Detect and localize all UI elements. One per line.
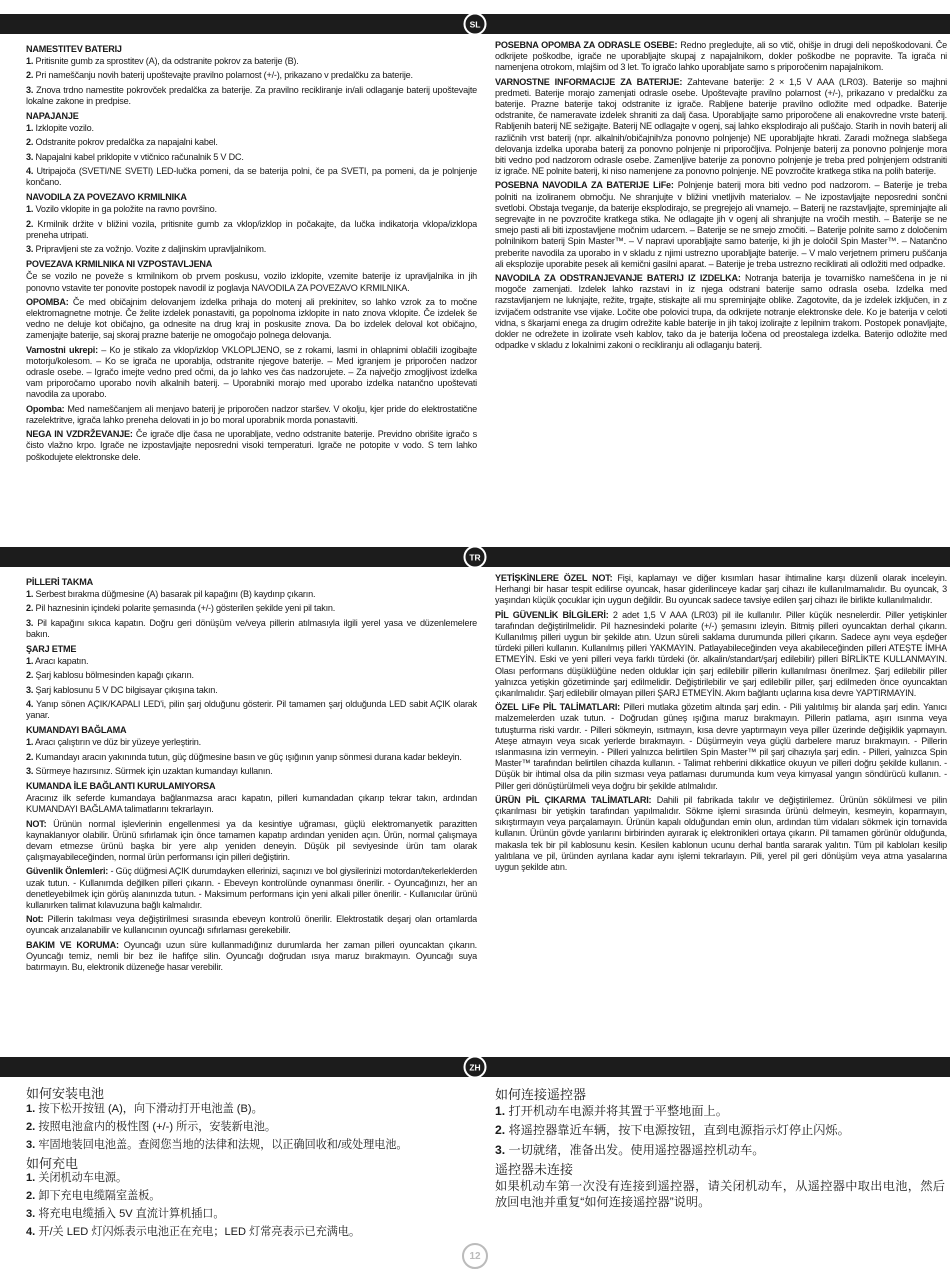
paragraph-lead: 3.: [26, 1138, 36, 1151]
paragraph-text: Pripravljeni ste za vožnjo. Vozite z daljinskim upravljalnikom.: [33, 244, 267, 255]
paragraph-text: Sürmeye hazırsınız. Sürmek için uzaktan kumandayı kullanın.: [33, 765, 273, 776]
paragraph-text: Odstranite pokrov predalčka za napajalni kabel.: [33, 137, 218, 148]
paragraph-text: Şarj kablosunu 5 V DC bilgisayar çıkışına takın.: [33, 684, 218, 695]
paragraph-lead: YETİŞKİNLERE ÖZEL NOT:: [495, 573, 613, 583]
paragraph: [26, 914, 477, 936]
paragraph: [26, 670, 477, 681]
tr-right-column: [495, 573, 947, 1053]
paragraph-lead: 1.: [26, 656, 34, 667]
paragraph-lead: POSEBNA NAVODILA ZA BATERIJE LiFe:: [495, 180, 674, 191]
section-heading: POVEZAVA KRMILNIKA NI VZPOSTAVLJENA: [26, 259, 213, 270]
paragraph-text: Redno pregledujte, ali so vtič, ohišje in drugi deli nepoškodovani. Če odkrijete poškodbe, igrače ne uporabljajte skupaj z napajalnikom, dokler poškodbe ne popravite. Ta igrača ni namenjena otrokom, mlajšim od 3 let. To igračo lahko uporabljate samo s priporočenim napajalnikom.: [495, 40, 947, 73]
paragraph-text: Krmilnik držite v bližini vozila, pritisnite gumb za vklop/izklop in počakajte, da lučka indikatorja vklopa/izklopa preneha utripati.: [26, 218, 477, 240]
paragraph-text: 开/关 LED 灯闪烁表示电池正在充电；LED 灯常亮表示已充满电。: [35, 1226, 361, 1238]
paragraph: [495, 702, 947, 792]
paragraph: [495, 1122, 945, 1138]
language-badge-sl: SL: [464, 13, 487, 36]
paragraph-text: Znova trdno namestite pokrovček predalčka za baterije. Za pravilno recikliranje in/ali odlaganje baterij upoštevajte lokalne zakone in predpise.: [26, 84, 477, 106]
paragraph-text: 一切就绪，准备出发。使用遥控器遥控机动车。: [505, 1142, 765, 1157]
paragraph: [26, 244, 477, 255]
section-heading: NAVODILA ZA POVEZAVO KRMILNIKA: [26, 192, 187, 203]
paragraph-text: 将遥控器靠近车辆，按下电源按钮，直到电源指示灯停止闪烁。: [505, 1123, 850, 1138]
paragraph-lead: POSEBNA OPOMBA ZA ODRASLE OSEBE:: [495, 40, 678, 50]
language-badge-tr: TR: [464, 546, 487, 569]
section-heading: 如何充电: [26, 1155, 79, 1171]
paragraph: [26, 85, 477, 107]
paragraph-text: – Ko je stikalo za vklop/izklop VKLOPLJENO, se z rokami, lasmi in ohlapnimi oblačili izogibajte motorju/kolesom. – Ko se igrača ne uporablja, odstranite njegove baterije. – Med igranjem je priporočen nadzor odrasle osebe. – Igračo imejte vedno pred očmi, da jo lahko ves čas nadzorujete. – Za največjo zmogljivost izdelka vam priporočamo uporabo novih alkalnih baterij. – Uporabniki morajo med uporabo izdelka natančno upoštevati navodila za uporabo.: [26, 344, 477, 400]
section-heading: NAPAJANJE: [26, 111, 79, 122]
paragraph: [26, 271, 477, 293]
paragraph: [26, 1189, 476, 1204]
paragraph-text: Če igrače dlje časa ne uporabljate, vedno odstranite baterije. Previdno obrišite igračo s čisto vlažno krpo. Igrače ne izpostavljajte neposredni visoki temperaturi. Igrače ne potopite v vodo. S tem lahko poškodujete elektronske dele.: [26, 429, 477, 462]
paragraph-text: 关闭机动车电源。: [35, 1172, 128, 1185]
paragraph-text: Če med običajnim delovanjem izdelka prihaja do motenj ali prekinitev, so lahko vzrok za to močne elektromagnetne motnje. Če želite izdelek ponastaviti, ga popolnoma izklopite in nato znova vklopite. Če izdelek še vedno ne deluje kot običajno, ga odnesite na drug kraj in poskusite znova. Da bo izdelek deloval kot običajno, zamenjajte baterije, saj skoraj prazne baterije ne omogočajo polnega delovanja.: [26, 296, 477, 341]
paragraph-text: Aracınız ilk seferde kumandaya bağlanmazsa aracı kapatın, pilleri kumandadan çıkarıp tekrar takın, ardından KUMANDAYI BAĞLAMA talimatlarını tekrarlayın.: [26, 793, 477, 815]
paragraph-text: - Güç düğmesi AÇIK durumdayken ellerinizi, saçınızı ve bol giysilerinizi motordan/tekerleklerden uzak tutun. - Kullanımda değilken pilleri çıkarın. - Ebeveyn kontrolünde oynanması önerilir. - Oyuncağınızı, her an denetleyebilmek için görüş alanınızda tutun. - Maksimum performans için yeni alkali piller önerilir. - Kullanıcılar ürünü kullanırken talimat kılavuzuna bağlı kalmalıdır.: [26, 866, 477, 911]
paragraph: [495, 180, 947, 270]
paragraph-text: 打开机动车电源并将其置于平整地面上。: [505, 1104, 728, 1119]
paragraph-text: Napajalni kabel priklopite v vtičnico računalnik 5 V DC.: [33, 151, 244, 162]
paragraph: [26, 656, 477, 667]
paragraph: [26, 1138, 476, 1153]
paragraph-text: 按照电池盒内的极性图 (+/-) 所示，安装新电池。: [35, 1120, 276, 1133]
paragraph-lead: 2.: [26, 751, 34, 762]
paragraph-lead: 4.: [26, 165, 34, 176]
paragraph-text: 2 adet 1,5 V AAA (LR03) pil ile kullanılır. Piller küçük nesnelerdir. Piller yetişkinler tarafından değiştirilmelidir. Pil haznesindeki polarite (+/-) şemasını izleyin. Bitmiş pilleri oyuncaktan derhal çıkarın. Kullanılmış pilleri uygun bir şekilde atın. Uzun süreli saklama durumunda pilleri çıkarın. Sadece aynı veya eşdeğer türdeki pilleri kullanın. Kullanılmış pilleri YAKMAYIN. Patlayabileceğinden veya akabileceğinden pilleri ATEŞTE İMHA ETMEYİN. Eski ve yeni pilleri veya farklı türdeki (ör. alkalin/standart/şarj edilebilir) pilleri BİRLİKTE KULLANMAYIN. Olası performans düşüklüğüne neden olduklar için şarj edilebilir pillerin kullanılması önerilmez. Şarj edilebilir piller yalnızca yetişkin gözetiminde şarj edilmelidir. Değiştirilebilir ve şarj edilebilir piller, şarj edilmeden önce oyuncaktan çıkarılmalıdır. Şarj edilebilir olmayan pilleri ŞARJ ETMEYİN. Akım bağlantı uçlarına kısa devre YAPTIRMAYIN.: [495, 609, 947, 699]
paragraph-lead: 3.: [26, 151, 34, 162]
section-heading: NAMESTITEV BATERIJ: [26, 44, 122, 54]
paragraph-text: Pil haznesinin içindeki polarite şemasında (+/-) gösterilen şekilde yeni pil takın.: [33, 603, 336, 614]
paragraph: [26, 56, 477, 67]
paragraph-text: Pillerin takılması veya değiştirilmesi sırasında ebeveyn kontrolü önerilir. Elektrostatik deşarj olan ortamlarda oyuncak arızalanabilir ve kullanıcının oyuncağı sıfırlaması gerekebilir.: [26, 914, 477, 936]
paragraph-lead: 1.: [26, 204, 34, 215]
paragraph: [26, 219, 477, 241]
paragraph-lead: PİL GÜVENLİK BİLGİLERİ:: [495, 609, 609, 620]
section-heading: 如何安装电池: [26, 1086, 105, 1101]
paragraph-text: Utripajoča (SVETI/NE SVETI) LED-lučka pomeni, da se baterija polni, če pa SVETI, pa pomeni, da je polnjenje končano.: [26, 165, 477, 188]
paragraph-lead: 3.: [26, 1208, 36, 1221]
paragraph-text: Izklopite vozilo.: [33, 123, 94, 134]
paragraph-lead: 1.: [26, 123, 34, 134]
paragraph-lead: 1.: [495, 1104, 506, 1119]
paragraph: [26, 793, 477, 815]
paragraph-text: Če se vozilo ne poveže s krmilnikom ob prvem poskusu, vozilo izklopite, vzemite baterije iz upravljalnika in jih ponovno vstavite ter ponovite postopek navodil iz poglavja NAVODILA ZA POVEZAVO KRMILNIKA.: [26, 271, 477, 293]
paragraph: [26, 1225, 476, 1240]
paragraph: [26, 1171, 476, 1186]
paragraph: [26, 1207, 476, 1222]
paragraph-lead: NEGA IN VZDRŽEVANJE:: [26, 429, 133, 440]
paragraph-text: Notranja baterija je tovarniško nameščena in je ni mogoče zamenjati. Izdelek lahko razstavi in iz njega odstrani baterije samo odrasla oseba. Izdelka med razstavljanjem ne luknjajte, režite, trgajte, stiskajte ali mu spreminjajte oblike. Zagotovite, da je izdelek izključen, in z izvijačem odstranite vse vijake. Ločite obe polovici trupa, da odkrijete notranje elektronske dele. Ko je baterija v celoti vidna, s škarjami enega za drugim odrežite kable baterije in jih takoj izolirajte z lepilnim trakom. Postopek ponavljajte, dokler ne odrežete in izolirate vseh kablov, tako da je baterija ločena od preostalega izdelka. Baterijo odložite med odpadke v skladu z lokalnimi zakoni o recikliranju ali odlaganju baterij.: [495, 273, 947, 351]
paragraph-text: 卸下充电电缆隔室盖板。: [35, 1190, 161, 1203]
paragraph-lead: 3.: [26, 84, 34, 95]
paragraph-text: 按下松开按钮 (A)，向下滑动打开电池盖 (B)。: [35, 1102, 263, 1115]
paragraph: [26, 70, 477, 81]
section-heading: KUMANDA İLE BAĞLANTI KURULAMIYORSA: [26, 781, 216, 792]
paragraph: [26, 737, 477, 748]
paragraph-lead: 2.: [26, 1190, 36, 1203]
paragraph-lead: Varnostni ukrepi:: [26, 344, 98, 355]
paragraph: [495, 40, 947, 74]
paragraph-text: Dahili pil fabrikada takılır ve değiştirilemez. Ürünün sökülmesi ve pilin çıkarılması bir yetişkin tarafından yapılmalıdır. Sökme işlemi sırasında ürünü delmeyin, kesmeyin, koparmayın, sıkıştırmayın veya parçalamayın. Ürünün kapalı olduğundan emin olun, ardından tüm vidaları sökmek için tornavida kullanın. Ürünün gövde yarılarını birbirinden ayırarak iç elektronikleri ortaya çıkarın. Pil tamamen görünür olduğunda, makasla tek bir pil kablosunu kesin. Kesilen kablonun ucunu derhal bantla sararak yalıtın. Tüm pil kabloları kesilip yalıtılana ve pil, üründen ayrılana kadar aynı işlemi tekrarlayın. Pili, yerel pil geri dönüşüm veya atma yasalarına uygun şekilde atın.: [495, 794, 947, 873]
paragraph-lead: VARNOSTNE INFORMACIJE ZA BATERIJE:: [495, 76, 683, 87]
tr-left-column: [26, 573, 477, 1053]
paragraph-lead: 3.: [26, 684, 34, 695]
paragraph-lead: 1.: [26, 589, 34, 600]
paragraph-text: Med nameščanjem ali menjavo baterij je priporočen nadzor staršev. V okolju, kjer pride do elektrostatične razelektritve, igrača lahko preneha delovati in jo bo moral uporabnik morda ponastaviti.: [26, 403, 477, 425]
paragraph-lead: Not:: [26, 914, 44, 925]
paragraph: [495, 77, 947, 178]
paragraph-text: Yanıp sönen AÇIK/KAPALI LED'i, pilin şarj olduğunu gösterir. Pil tamamen şarj olduğunda LED sabit AÇIK olarak yanar.: [26, 698, 477, 721]
zh-left-column: [26, 1083, 476, 1243]
paragraph-lead: 2.: [26, 603, 34, 614]
paragraph-text: Ürünün normal işlevlerinin engellenmesi ya da kesintiye uğraması, güçlü elektromanyetik parazitten kaynaklanıyor olabilir. Ürünü sıfırlamak için önce tamamen kapatıp ardından yeniden açın. Ürün, normal çalışmaya devam etmezse ürünü başka bir yere alıp yeniden deneyin. Düşük pil seviyesinde ürün tam olarak çalışmayabileceğinden, normal ürün performansı için pilleri değiştirin.: [26, 818, 477, 863]
paragraph: [26, 297, 477, 342]
paragraph-lead: 2.: [26, 70, 34, 81]
sl-left-column: [26, 40, 477, 544]
paragraph-lead: 1.: [26, 1102, 36, 1115]
paragraph-lead: 1.: [26, 56, 34, 67]
section-heading: PİLLERİ TAKMA: [26, 577, 93, 587]
paragraph: [495, 795, 947, 873]
paragraph-lead: 2.: [495, 1123, 506, 1138]
paragraph-lead: 3.: [26, 617, 34, 628]
paragraph-lead: 3.: [26, 244, 34, 255]
paragraph: [26, 404, 477, 426]
paragraph-text: Zahtevane baterije: 2 × 1,5 V AAA (LR03). Baterije so majhni predmeti. Baterije morajo zamenjati odrasle osebe. Upoštevajte pravilno polarnost (+/-), prikazano v predalčku za baterije. Prazne baterije takoj odstranite iz igrače. Rabljene baterije pravilno odložite med odpadke. Baterije odstranite, če nameravate izdelek shraniti za dalj časa. Uporabljajte samo priporočene ali enakovredne vrste baterij. Rabljenih baterij NE sežigajte. Baterij NE odlagajte v ogenj, saj lahko eksplodirajo ali puščajo. Starih in novih baterij ali različnih vrst baterij (npr. alkalnih/običajnih/za ponovno polnjenje) NE uporabljajte hkrati. Zaradi možnega slabšega delovanja izdelka uporaba baterij za ponovno polnjenje ni priporočljiva. Polnjenje baterij za ponovno polnjenje mora biti vedno pod nadzorom odrasle osebe. Zamenljive baterije za ponovno polnjenje je treba pred polnjenjem odstraniti iz igrače. NE polnite baterij, ki niso namenjene za ponovno polnjenje. NE povzročite kratkega stika na polih baterije.: [495, 76, 947, 177]
paragraph: [26, 618, 477, 640]
paragraph-lead: Opomba:: [26, 403, 65, 414]
paragraph-text: 将充电电缆插入 5V 直流计算机插口。: [35, 1208, 225, 1221]
paragraph-lead: 4.: [26, 698, 34, 709]
paragraph-lead: 2.: [26, 137, 34, 148]
paragraph: [26, 429, 477, 463]
paragraph: [26, 589, 477, 600]
paragraph: [26, 603, 477, 614]
paragraph-lead: 1.: [26, 737, 34, 748]
section-heading: 如何连接遥控器: [495, 1087, 587, 1102]
paragraph-text: 如果机动车第一次没有连接到遥控器，请关闭机动车，从遥控器中取出电池，然后放回电池并重复“如何连接遥控器”说明。: [495, 1179, 945, 1210]
paragraph-lead: 3.: [26, 765, 34, 776]
paragraph-lead: 2.: [26, 670, 34, 681]
section-heading: 遥控器未连接: [495, 1161, 574, 1177]
paragraph: [26, 685, 477, 696]
paragraph-text: Pilleri mutlaka gözetim altında şarj edin. - Pili yalıtılmış bir alanda şarj edin. Yanıcı malzemelerden uzak tutun. - Doğrudan güneş ışığına maruz bırakmayın. Pillerin patlama, aşırı ısınma veya tutuşturma riski vardır. - Pilleri sökmeyin, ısıtmayın, kısa devre yaptırmayın veya piller üzerinde değişiklik yapmayın. Ateşe atmayın veya sıcak yerlerde bırakmayın. - Düşürmeyin veya güçlü darbelere maruz bırakmayın. - Pillerin ıslanmasına izin vermeyin. - Pilleri yalnızca belirtilen Spin Master™ pil şarj cihazıyla şarj edin. - Pilleri, yalnızca Spin Master™ tarafından belirtilen cihazda kullanın. - Talimat rehberini dikkatlice okuyun ve pilleri doğru şekilde kullanın. - Düşük bir ihtimal olsa da pilin sızması veya patlaması durumunda kum veya kimyasal yangın söndürücü kullanın. - Piller geri dönüştürülmeli veya doğru bir şekilde atılmalıdır.: [495, 702, 947, 791]
paragraph-text: Kumandayı aracın yakınında tutun, güç düğmesine basın ve güç ışığının yanıp sönmesi durana kadar bekleyin.: [33, 751, 462, 762]
paragraph-text: Vozilo vklopite in ga položite na ravno površino.: [33, 204, 217, 215]
paragraph-text: Polnjenje baterij mora biti vedno pod nadzorom. – Baterije je treba polniti na izoliranem območju. Ne shranjujte v bližini vnetljivih materialov. – Ne izpostavljajte neposredni sončni svetlobi. Obstaja tveganje, da baterije eksplodirajo, se pregrejejo ali vnamejo. – Baterij ne razstavljajte, spreminjajte ali segrevajte in ne povzročite kratkega stika. Ne odlagajte jih v ogenj ali shranjujte na vročih mestih. – Baterije se ne smejo pasti ali biti izpostavljene močnim udarcem. – Baterije se ne smejo zmočiti. – Baterije polnite samo z določenim polnilnikom baterij Spin Master™. – V napravi uporabljajte samo baterije, ki jih je določil Spin Master™. – Natančno preberite navodila za uporabo in v skladu z njimi ustrezno uporabljajte baterije. – V malo verjetnem primeru puščanja ali eksplozije uporabite pesek ali kemični gasilni aparat. – Baterije je treba ustrezno reciklirati ali odložiti med odpadke.: [495, 180, 947, 269]
paragraph: [26, 1120, 476, 1135]
paragraph-text: Pil kapağını sıkıca kapatın. Doğru geri dönüşüm ve/veya pillerin atılmasıyla ilgili yerel yasa ve düzenlemelere bakın.: [26, 617, 477, 639]
paragraph: [26, 166, 477, 188]
paragraph-text: Fişi, kaplamayı ve diğer kısımları hasar ihtimaline karşı düzenli olarak inceleyin. Herhangi bir hasar tespit edilirse oyuncak, hasar giderilinceye kadar şarj cihazı ile kullanılmamalıdır. Bu oyuncak, 3 yaşından küçük çocuklar için uygun değildir. Bu oyuncak sadece tavsiye edilen şarj cihazı ile birlikte kullanılmalıdır.: [495, 573, 947, 606]
paragraph: [26, 1102, 476, 1117]
paragraph-lead: 3.: [495, 1142, 506, 1157]
paragraph: [26, 123, 477, 134]
paragraph: [495, 273, 947, 351]
paragraph-lead: 2.: [26, 1120, 36, 1133]
sl-right-column: [495, 40, 947, 544]
paragraph-text: 牢固地装回电池盖。查阅您当地的法律和法规，以正确回收和/或处理电池。: [35, 1138, 408, 1151]
paragraph-lead: 2.: [26, 218, 34, 229]
paragraph-text: Pritisnite gumb za sprostitev (A), da odstranite pokrov za baterije (B).: [33, 56, 299, 67]
paragraph-text: Pri nameščanju novih baterij upoštevajte pravilno polarnost (+/-), prikazano v predalčku za baterije.: [33, 70, 413, 81]
paragraph: [26, 752, 477, 763]
paragraph: [495, 1103, 945, 1119]
paragraph: [495, 573, 947, 607]
paragraph-lead: Güvenlik Önlemleri:: [26, 866, 109, 877]
paragraph-lead: NAVODILA ZA ODSTRANJEVANJE BATERIJ IZ IZDELKA:: [495, 273, 741, 284]
paragraph: [26, 866, 477, 911]
paragraph-text: Aracı kapatın.: [33, 656, 89, 667]
paragraph: [26, 137, 477, 148]
language-badge-zh: ZH: [464, 1056, 487, 1079]
paragraph-text: Aracı çalıştırın ve düz bir yüzeye yerleştirin.: [33, 737, 201, 748]
paragraph: [26, 819, 477, 864]
section-heading: ŞARJ ETME: [26, 644, 77, 655]
paragraph: [495, 1142, 945, 1158]
paragraph: [26, 204, 477, 215]
paragraph-lead: OPOMBA:: [26, 296, 69, 307]
section-header-tr: [0, 547, 950, 567]
paragraph: [26, 699, 477, 721]
paragraph-lead: ÜRÜN PİL ÇIKARMA TALİMATLARI:: [495, 794, 652, 805]
section-header-zh: [0, 1057, 950, 1077]
paragraph: [26, 152, 477, 163]
paragraph-text: Şarj kablosu bölmesinden kapağı çıkarın.: [33, 670, 194, 681]
paragraph-lead: 1.: [26, 1172, 36, 1185]
paragraph: [26, 345, 477, 401]
section-header-sl: [0, 14, 950, 34]
section-heading: KUMANDAYI BAĞLAMA: [26, 725, 127, 736]
page-number: 12: [462, 1243, 488, 1269]
paragraph-lead: 4.: [26, 1226, 36, 1238]
paragraph-lead: ÖZEL LiFe PİL TALİMATLARI:: [495, 702, 620, 713]
paragraph: [26, 940, 477, 974]
paragraph-text: Serbest bırakma düğmesine (A) basarak pil kapağını (B) kaydırıp çıkarın.: [33, 589, 316, 600]
paragraph: [495, 610, 947, 700]
paragraph-text: Oyuncağı uzun süre kullanmadığınız durumlarda her zaman pilleri oyuncaktan çıkarın. Oyuncağı temiz, nemli bir bez ile hafifçe silin. Oyuncağı doğrudan ısıya maruz bırakmayın. Oyuncağı suya batırmayın. Bu, elektronik düzeneğe hasar verebilir.: [26, 939, 477, 973]
paragraph: [26, 766, 477, 777]
zh-right-column: [495, 1083, 945, 1243]
paragraph: [495, 1178, 945, 1210]
paragraph-lead: NOT:: [26, 818, 47, 829]
paragraph-lead: BAKIM VE KORUMA:: [26, 939, 119, 950]
